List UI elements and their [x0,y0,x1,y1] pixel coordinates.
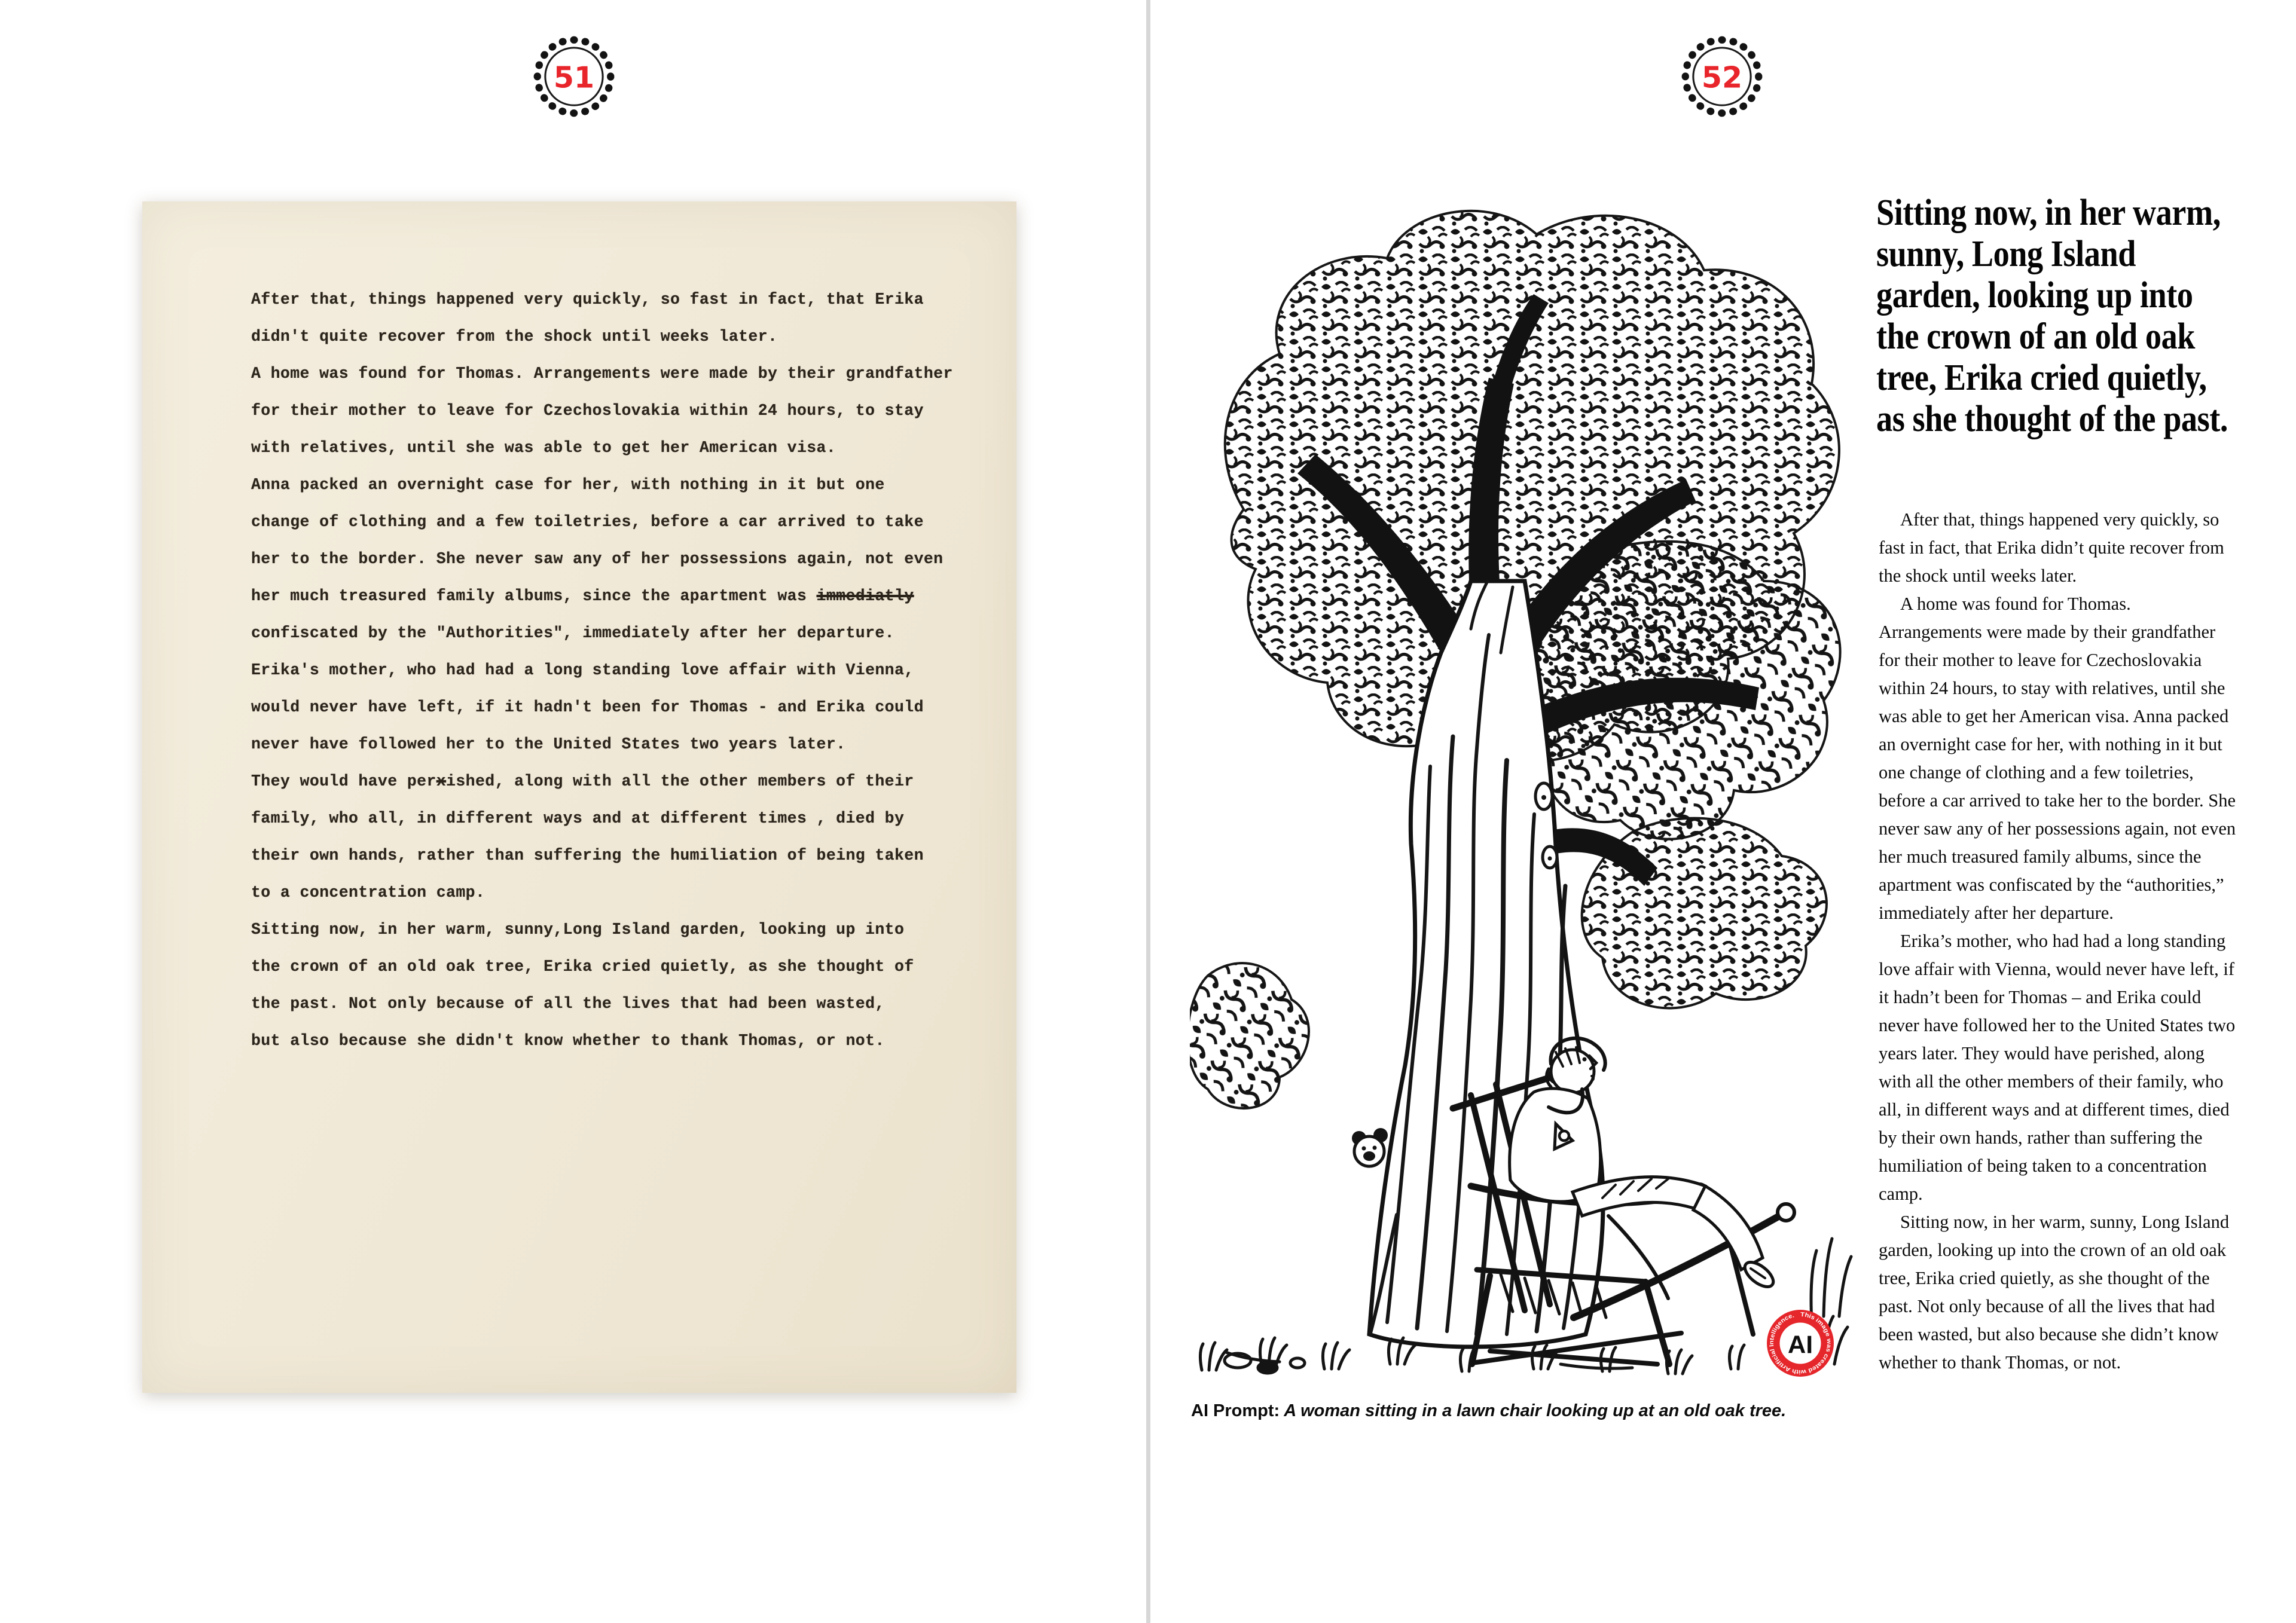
teddy-bear [1352,1128,1388,1166]
page-gutter-divider [1146,0,1150,1623]
chapter-headline: Sitting now, in her warm, sunny, Long Island garden, looking up into the crown of an old oak tree, Erika cried quietly, as she thought of the past. [1876,192,2228,439]
ai-stamp-badge [1765,1308,1836,1379]
ai-badge-label: AI [1788,1330,1813,1359]
typewriter-text: After that, things happened very quickly, so fast in fact, that Erika didn't quite recover from the shock until weeks later. A home was found for Thomas. Arrangements were made by their grandfather for their mother to leave for Czechoslovakia within 24 hours, to stay with relatives, until she was able to get her American visa. Anna packed an overnight case for her, with nothing in it but one change of clothing and a few toiletries, before a car arrived to take her to the border. She never saw any of her possessions again, not even her much treasured family albums, since the apartment was immediatly confiscated by the "Authorities", immediately after her departure. Erika's mother, who had had a long standing love affair with Vienna, would never have left, if it hadn't been for Thomas - and Erika could never have followed her to the United States two years later. They would have perxished, along with all the other members of their family, who all, in different ways and at different times , died by their own hands, rather than suffering the humiliation of being taken to a concentration camp. Sitting now, in her warm, sunny,Long Island garden, looking up into the crown of an old oak tree, Erika cried quietly, as she thought of the past. Not only because of all the lives that had been wasted, but also because she didn't know whether to thank Thomas, or not. [251,291,953,1050]
illustration-caption [1191,1401,1856,1421]
page-number: 52 [1701,60,1743,95]
typewritten-letter-page [142,201,1016,1393]
page-number-badge-51 [532,35,616,118]
page-number: 51 [553,60,595,95]
oak-tree-illustration [1190,198,1858,1392]
body-text: After that, things happened very quickly, so fast in fact, that Erika didn’t quite recover from the shock until weeks later. A home was found for Thomas. Arrangements were made by their grandfather for their mother to leave for Czechoslovakia within 24 hours, to stay with relatives, until she was able to get her American visa. Anna packed an overnight case for her, with nothing in it but one change of clothing and a few toiletries, before a car arrived to take her to the border. She never saw any of her possessions again, not even her much treasured family albums, since the apartment was confiscated by the “authorities,” immediately after her departure. Erika’s mother, who had had a long standing love affair with Vienna, would never have left, if it hadn’t been for Thomas – and Erika could never have followed her to the United States two years later. They would have perished, along with all the other members of their family, who all, in different ways and at different times, died by their own hands, rather than suffering the humiliation of being taken to a concentration camp. Sitting now, in her warm, sunny, Long Island garden, looking up into the crown of an old oak tree, Erika cried quietly, as she thought of the past. Not only because of all the lives that had been wasted, but also because she didn’t know whether to thank Thomas, or not. [1879,509,2236,1373]
caption-label: AI Prompt: [1191,1401,1280,1420]
page-number-badge-52 [1680,35,1764,118]
caption-text: A woman sitting in a lawn chair looking up at an old oak tree. [1280,1401,1787,1420]
ai-badge-ring-text: This image was created with Artificial Intelligence. [1768,1311,1833,1376]
